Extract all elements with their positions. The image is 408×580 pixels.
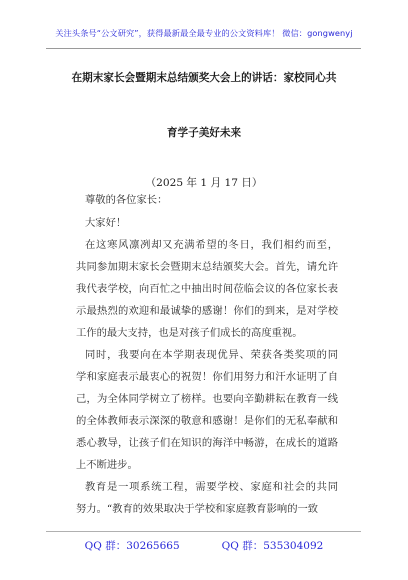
greeting: 大家好！ bbox=[85, 217, 127, 229]
document-title-line-1: 在期末家长会暨期末总结颁奖大会上的讲话：家校同心共 bbox=[71, 72, 337, 84]
paragraph-line: 教育是一项系统工程，需要学校、家庭和社会的共同 bbox=[85, 481, 338, 493]
paragraph-line: 在这寒风凛冽却又充满希望的冬日，我们相约而至， bbox=[85, 239, 338, 251]
header-banner: 关注头条号“公文研究”，获得最新最全最专业的公文资料库！ 微信：gongwenyj bbox=[55, 28, 353, 38]
document-title-line-2: 育学子美好未来 bbox=[166, 127, 242, 139]
paragraph-line: 悉心教导，让孩子们在知识的海洋中畅游，在成长的道路 bbox=[76, 437, 338, 449]
footer-qq-group-1: QQ 群：30265665 bbox=[84, 540, 180, 552]
paragraph-line: 我代表学校，向百忙之中抽出时间莅临会议的各位家长表 bbox=[76, 283, 338, 295]
paragraph-line: 上不断进步。 bbox=[76, 459, 138, 471]
paragraph-line: 示最热烈的欢迎和最诚挚的感谢！你们的到来，是对学校 bbox=[76, 305, 338, 317]
document-date: （2025 年 1 月 17 日） bbox=[145, 177, 263, 189]
paragraph-line: 同时，我要向在本学期表现优异、荣获各类奖项的同 bbox=[85, 349, 338, 361]
footer bbox=[0, 538, 408, 553]
paragraph-line: 的全体教师表示深深的敬意和感谢！是你们的无私奉献和 bbox=[76, 415, 338, 427]
paragraph-line: 共同参加期末家长会暨期末总结颁奖大会。首先，请允许 bbox=[76, 261, 338, 273]
paragraph-line: 己，为全体同学树立了榜样。也要向辛勤耕耘在教育一线 bbox=[76, 393, 338, 405]
paragraph-line: 努力。“教育的效果取决于学校和家庭教育影响的一致 bbox=[76, 503, 319, 515]
salutation: 尊敬的各位家长： bbox=[85, 194, 168, 206]
paragraph-line: 工作的最大支持，也是对孩子们成长的高度重视。 bbox=[76, 327, 303, 339]
header-divider bbox=[46, 48, 361, 49]
footer-qq-group-2: QQ 群：535304092 bbox=[221, 540, 324, 552]
paragraph-line: 学和家庭表示最衷心的祝贺！你们用努力和汗水证明了自 bbox=[76, 371, 338, 383]
footer-divider bbox=[46, 531, 361, 532]
